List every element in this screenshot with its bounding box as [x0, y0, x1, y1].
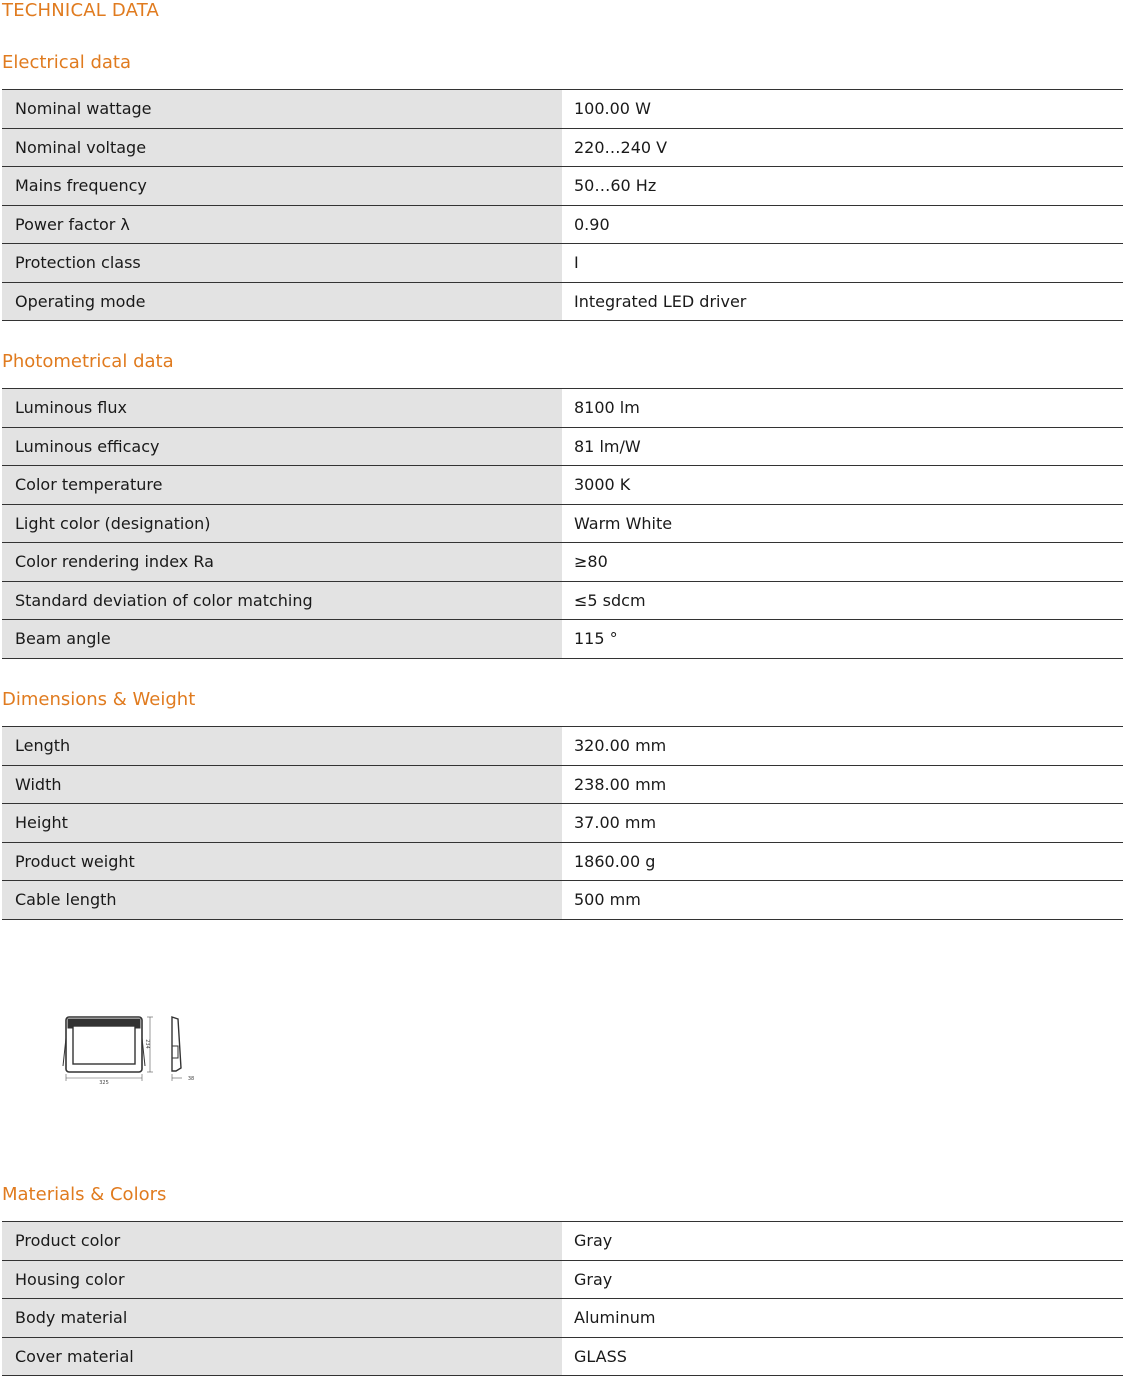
- row-label: Body material: [2, 1299, 562, 1337]
- row-label: Color rendering index Ra: [2, 543, 562, 581]
- row-value: I: [562, 244, 1123, 282]
- row-value: 100.00 W: [562, 90, 1123, 128]
- section-title-photometrical: Photometrical data: [2, 351, 174, 372]
- table-row: [2, 1299, 1123, 1338]
- table-row: [2, 881, 1123, 920]
- row-label: Luminous flux: [2, 389, 562, 427]
- row-value: 3000 K: [562, 466, 1123, 504]
- row-value: GLASS: [562, 1338, 1123, 1376]
- section-title-dimensions: Dimensions & Weight: [2, 689, 196, 710]
- row-label: Mains frequency: [2, 167, 562, 205]
- table-row: [2, 505, 1123, 544]
- row-label: Cable length: [2, 881, 562, 919]
- row-label: Height: [2, 804, 562, 842]
- row-label: Nominal wattage: [2, 90, 562, 128]
- row-label: Product color: [2, 1222, 562, 1260]
- row-label: Nominal voltage: [2, 129, 562, 167]
- table-row: [2, 1222, 1123, 1261]
- table-row: [2, 1261, 1123, 1300]
- row-value: 1860.00 g: [562, 843, 1123, 881]
- table-row: [2, 727, 1123, 766]
- dimensions-weight-table: [2, 726, 1123, 920]
- table-row: [2, 129, 1123, 168]
- row-value: 500 mm: [562, 881, 1123, 919]
- row-label: Cover material: [2, 1338, 562, 1376]
- row-value: 238.00 mm: [562, 766, 1123, 804]
- row-label: Protection class: [2, 244, 562, 282]
- row-label: Product weight: [2, 843, 562, 881]
- row-label: Power factor λ: [2, 206, 562, 244]
- row-value: Gray: [562, 1222, 1123, 1260]
- row-value: Warm White: [562, 505, 1123, 543]
- table-row: [2, 804, 1123, 843]
- row-value: 81 lm/W: [562, 428, 1123, 466]
- width-dimension-label: 325: [99, 1080, 109, 1086]
- row-label: Light color (designation): [2, 505, 562, 543]
- materials-colors-table: [2, 1221, 1123, 1376]
- electrical-data-table: [2, 89, 1123, 321]
- table-row: [2, 206, 1123, 245]
- table-row: [2, 466, 1123, 505]
- row-value: ≤5 sdcm: [562, 582, 1123, 620]
- product-dimension-drawing: [60, 1010, 210, 1090]
- row-label: Operating mode: [2, 283, 562, 321]
- table-row: [2, 389, 1123, 428]
- section-title-electrical: Electrical data: [2, 52, 131, 73]
- row-label: Width: [2, 766, 562, 804]
- row-value: 0.90: [562, 206, 1123, 244]
- row-label: Color temperature: [2, 466, 562, 504]
- table-row: [2, 582, 1123, 621]
- table-row: [2, 167, 1123, 206]
- row-value: Gray: [562, 1261, 1123, 1299]
- row-value: 320.00 mm: [562, 727, 1123, 765]
- page-title: TECHNICAL DATA: [2, 0, 160, 21]
- floodlight-side-view: [172, 1017, 181, 1071]
- row-value: ≥80: [562, 543, 1123, 581]
- floodlight-glass-panel: [73, 1026, 135, 1064]
- row-label: Standard deviation of color matching: [2, 582, 562, 620]
- row-label: Luminous efficacy: [2, 428, 562, 466]
- photometrical-data-table: [2, 388, 1123, 659]
- table-row: [2, 283, 1123, 322]
- row-value: 115 °: [562, 620, 1123, 658]
- depth-dimension-label: 38: [187, 1076, 195, 1082]
- section-title-materials: Materials & Colors: [2, 1184, 167, 1205]
- table-row: [2, 843, 1123, 882]
- height-dimension-label: 234: [144, 1039, 150, 1049]
- table-row: [2, 620, 1123, 659]
- row-value: Aluminum: [562, 1299, 1123, 1337]
- table-row: [2, 90, 1123, 129]
- row-value: 220…240 V: [562, 129, 1123, 167]
- row-value: 37.00 mm: [562, 804, 1123, 842]
- row-value: Integrated LED driver: [562, 283, 1123, 321]
- row-label: Beam angle: [2, 620, 562, 658]
- table-row: [2, 428, 1123, 467]
- row-label: Housing color: [2, 1261, 562, 1299]
- table-row: [2, 1338, 1123, 1377]
- row-label: Length: [2, 727, 562, 765]
- row-value: 50…60 Hz: [562, 167, 1123, 205]
- table-row: [2, 766, 1123, 805]
- table-row: [2, 543, 1123, 582]
- row-value: 8100 lm: [562, 389, 1123, 427]
- table-row: [2, 244, 1123, 283]
